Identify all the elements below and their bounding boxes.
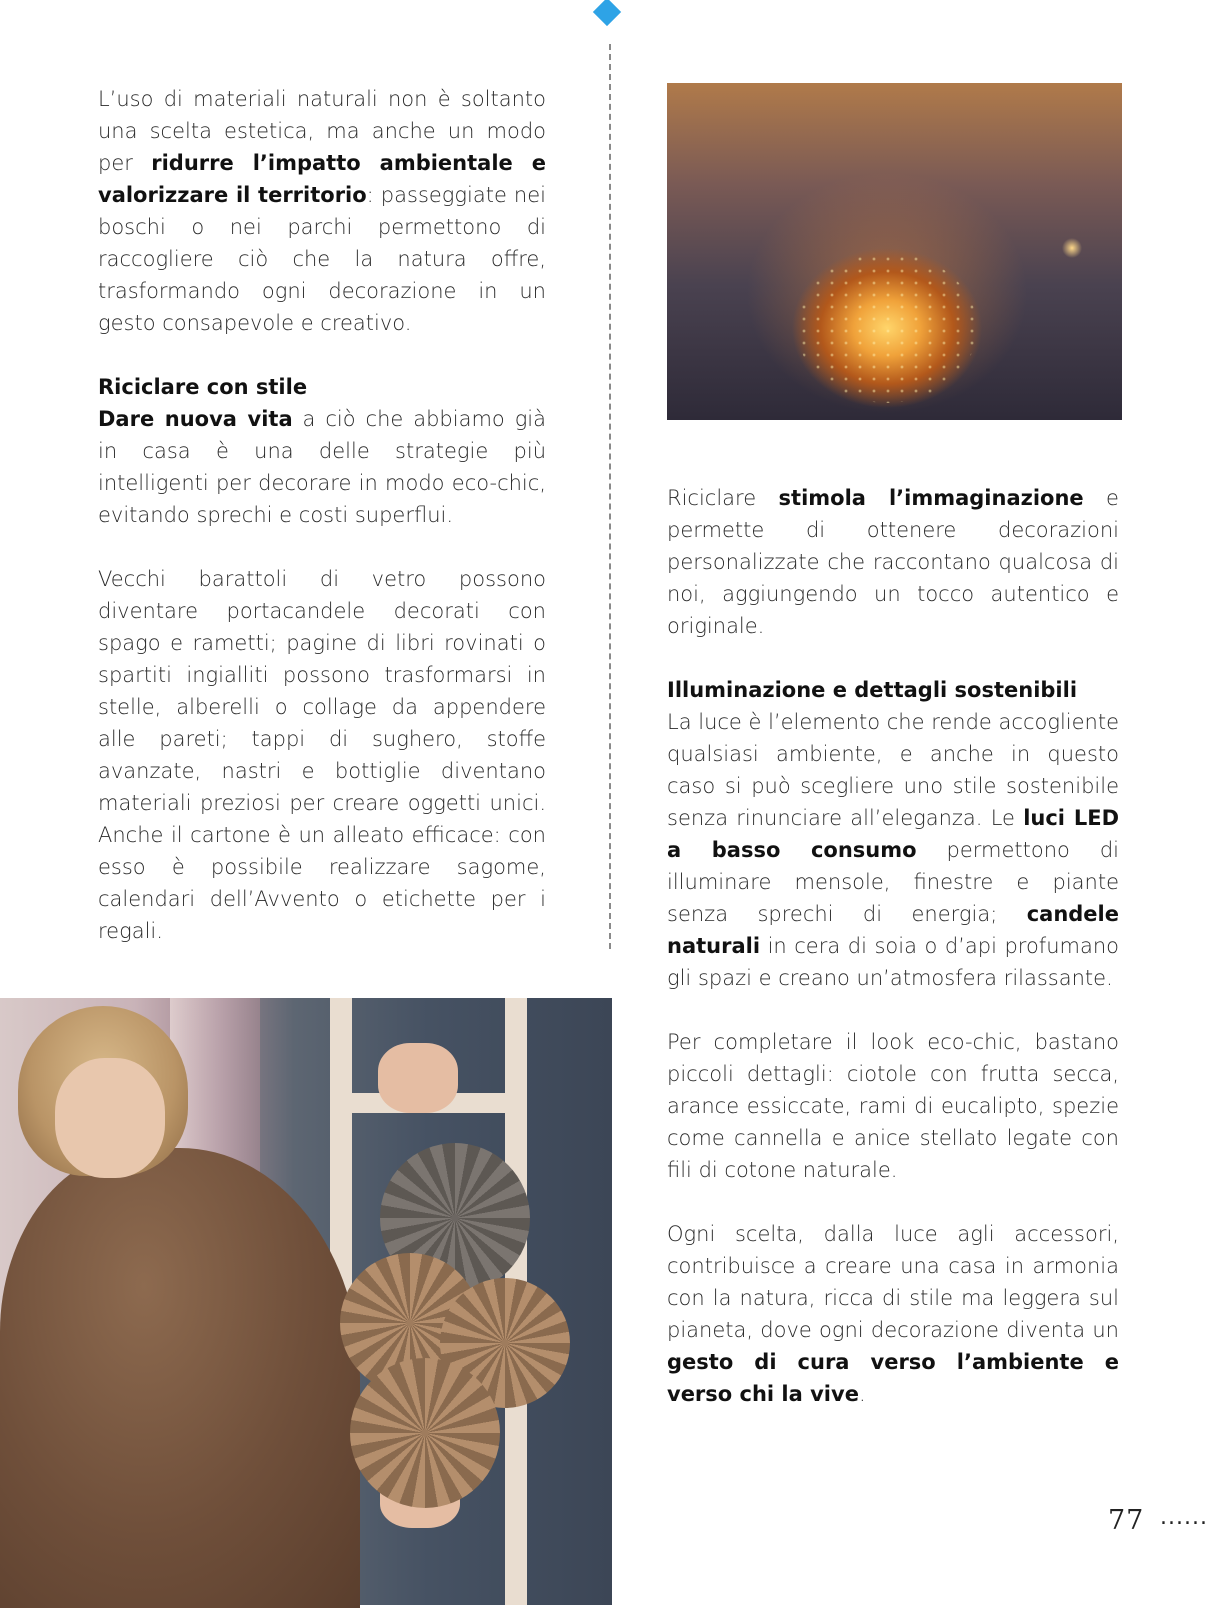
section-heading-lighting: Illuminazione e dettagli sostenibili [667,678,1078,702]
page-number: 77 [1108,1505,1145,1536]
fairy-lights-glow [797,253,977,403]
lighting-paragraph: La luce è l’elemento che rende accogliente qualsiasi ambiente, e anche in questo caso si può scegliere uno stile sostenibile senza rinunciare all’eleganza. Le luci LED a basso consumo permettono di illuminare mensole, finestre e piante senza sprechi di energia; candele naturali in cera di soia o d’api profumano gli spazi e creano un’atmosfera rilassante. [667,710,1119,990]
paper-star-brown-3 [350,1358,500,1508]
imagination-paragraph: Riciclare stimola l’immaginazione e permette di ottenere decorazioni personalizzate che raccontano qualcosa di noi, aggiungendo un tocco autentico e originale. [667,486,1119,638]
details-paragraph: Per completare il look eco-chic, bastano piccoli dettagli: ciotole con frutta secca, arance essiccate, rami di eucalipto, spezie come cannella e anice stellato legate con fili di cotone naturale. [667,1030,1119,1182]
right-column [667,482,1119,1410]
left-column [98,83,546,947]
accent-diamond-icon [593,0,621,26]
objects-paragraph: Vecchi barattoli di vetro possono diventare portacandele decorati con spago e rametti; pagine di libri rovinati o spartiti ingialliti possono trasformarsi in stelle, alberelli o collage da appendere alle pareti; tappi di sughero, stoffe avanzate, nastri e bottiglie diventano materiali preziosi per creare oggetti unici. Anche il cartone è un alleato efficace: con esso è possibile realizzare sagome, calendari dell’Avvento o etichette per i regali. [98,567,546,943]
upper-hand [378,1043,458,1113]
photo-woman-paper-stars [0,998,612,1605]
page-number-dots: ...... [1160,1505,1208,1530]
closing-paragraph: Ogni scelta, dalla luce agli accessori, contribuisce a creare una casa in armonia con la natura, ricca di stile ma leggera sul pianeta, dove ogni decorazione diventa un gesto di cura verso l’ambiente e verso chi la vive. [667,1222,1119,1406]
intro-paragraph: L’uso di materiali naturali non è soltanto una scelta estetica, ma anche un modo per ridurre l’impatto ambientale e valorizzare il territorio: passeggiate nei boschi o nei parchi permettono di raccogliere ciò che la natura offre, trasformando ogni decorazione in un gesto consapevole e creativo. [98,87,546,335]
column-divider [609,44,611,949]
recycle-paragraph: Dare nuova vita a ciò che abbiamo già in casa è una delle strategie più intelligenti per decorare in modo eco-chic, evitando sprechi e costi superflui. [98,407,546,527]
woman-sweater [0,1148,360,1608]
photo-fairy-lights-in-hands [667,83,1122,420]
woman-face [55,1058,165,1178]
section-heading-recycle: Riciclare con stile [98,375,308,399]
